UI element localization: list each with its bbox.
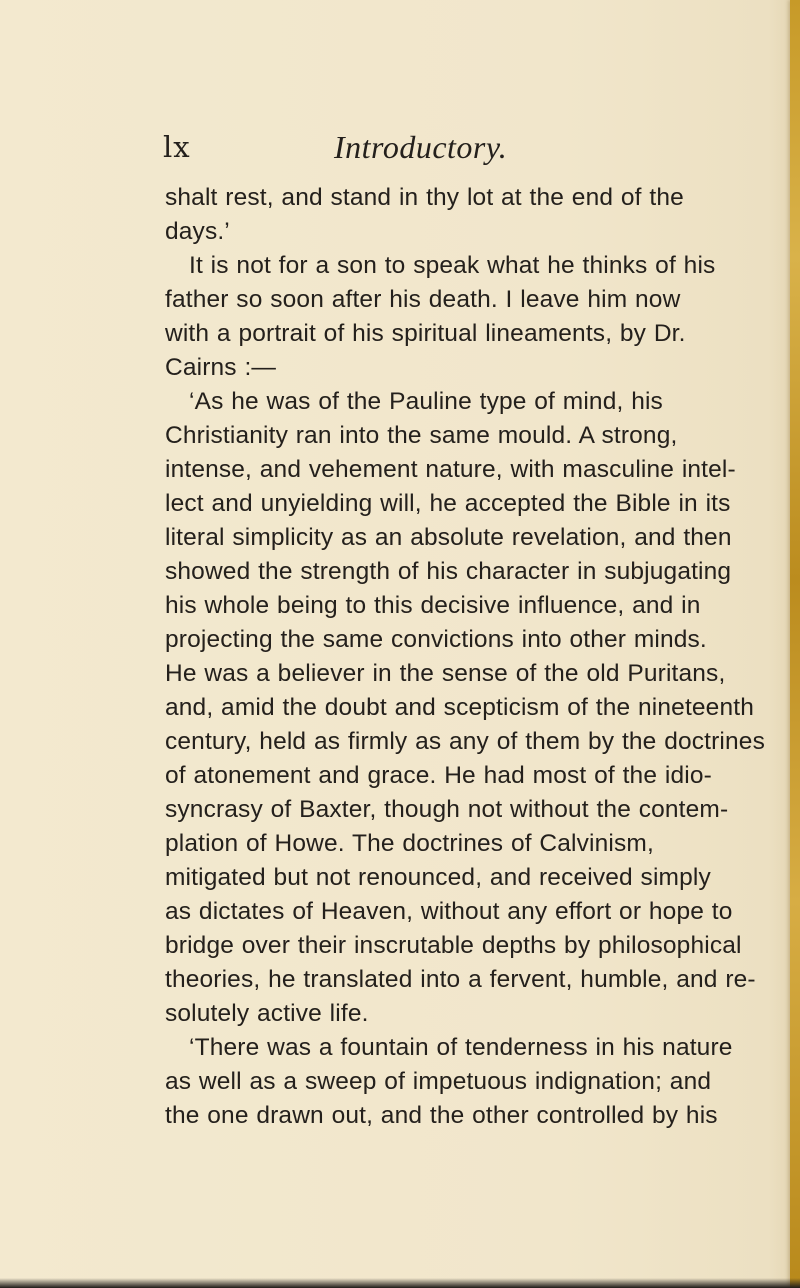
text-line: of atonement and grace. He had most of the idio- [165, 762, 712, 789]
running-title: Introductory. [334, 129, 508, 165]
text-line: days.’ [165, 218, 230, 245]
page-number: lx [163, 130, 191, 164]
text-line: plation of Howe. The doctrines of Calvinism, [165, 830, 654, 857]
text-line: showed the strength of his character in subjugating [165, 558, 732, 585]
text-line: Cairns :— [165, 354, 277, 381]
page-bottom-edge [0, 1278, 800, 1288]
text-line: lect and unyielding will, he accepted the Bible in its [165, 490, 731, 517]
text-line: the one drawn out, and the other controlled by his [165, 1102, 718, 1129]
text-line: solutely active life. [165, 1000, 369, 1027]
text-line: ‘There was a fountain of tenderness in his nature [189, 1034, 733, 1061]
text-line: It is not for a son to speak what he thinks of his [189, 252, 716, 279]
page-header [0, 130, 790, 170]
text-line: theories, he translated into a fervent, humble, and re- [165, 966, 756, 993]
text-line: shalt rest, and stand in thy lot at the end of the [165, 184, 684, 211]
text-line: father so soon after his death. I leave him now [165, 286, 681, 313]
text-line: syncrasy of Baxter, though not without the contem- [165, 796, 729, 823]
text-line: as well as a sweep of impetuous indignation; and [165, 1068, 712, 1095]
text-line: He was a believer in the sense of the old Puritans, [165, 660, 726, 687]
text-line: and, amid the doubt and scepticism of the nineteenth [165, 694, 754, 721]
text-line: ‘As he was of the Pauline type of mind, his [189, 388, 663, 415]
text-line: literal simplicity as an absolute revelation, and then [165, 524, 732, 551]
text-line: intense, and vehement nature, with masculine intel- [165, 456, 736, 483]
text-line: as dictates of Heaven, without any effort or hope to [165, 898, 733, 925]
text-line: Christianity ran into the same mould. A strong, [165, 422, 678, 449]
text-line: bridge over their inscrutable depths by philosophical [165, 932, 742, 959]
text-line: century, held as firmly as any of them by the doctrines [165, 728, 765, 755]
text-line: mitigated but not renounced, and received simply [165, 864, 711, 891]
text-line: projecting the same convictions into other minds. [165, 626, 707, 653]
page-edge [790, 0, 800, 1288]
text-line: with a portrait of his spiritual lineaments, by Dr. [165, 320, 686, 347]
text-line: his whole being to this decisive influence, and in [165, 592, 701, 619]
